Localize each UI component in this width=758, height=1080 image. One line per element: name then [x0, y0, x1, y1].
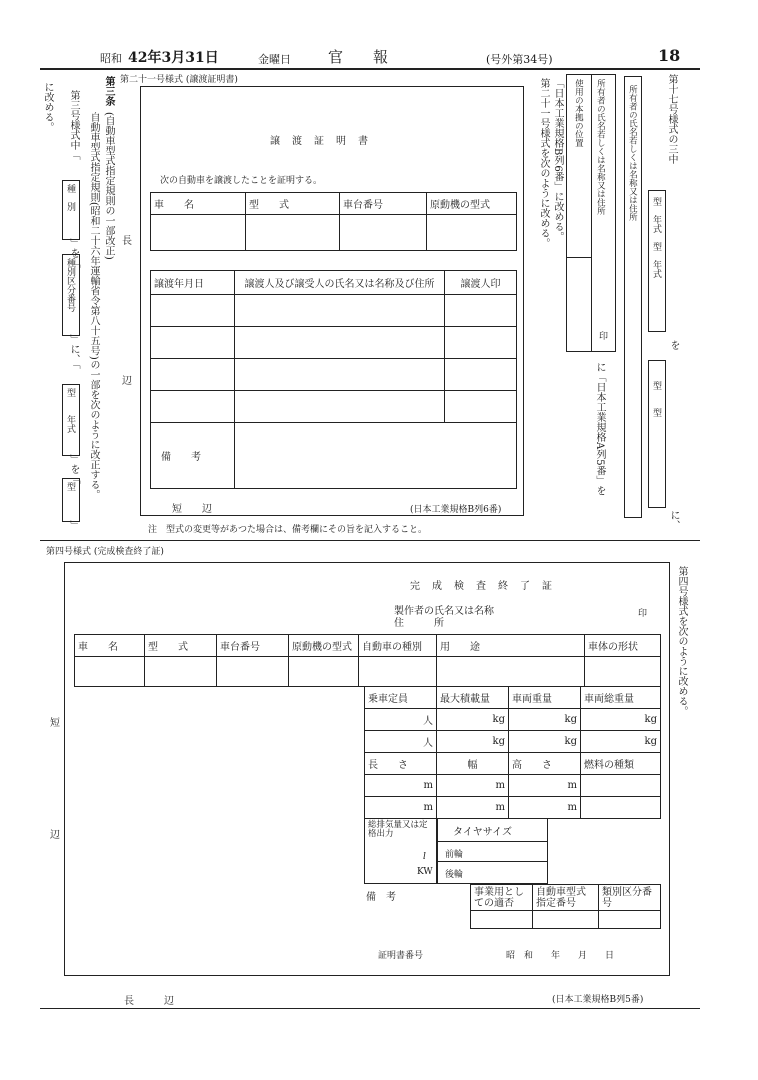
form4-purpose-label: 事業用としての適否 — [471, 885, 533, 911]
header-date: 42年3月31日 — [128, 50, 219, 66]
form4-title: 完 成 検 査 終 了 証 — [410, 581, 553, 592]
section-rule — [40, 540, 700, 541]
form4-type-no-label: 自動車型式指定番号 — [533, 885, 599, 911]
form21-transfer-cell — [151, 359, 235, 391]
form4-unit-kg: kg — [581, 731, 661, 753]
form4-heading: 第四号様式 (完成検査終了証) — [46, 547, 164, 557]
form4-row1-cell — [217, 657, 289, 687]
form4-address: 住 所 — [394, 618, 444, 629]
form21-long-side: 長 — [122, 236, 132, 247]
form4-tire-divider — [437, 861, 547, 862]
right-owner-box — [566, 74, 616, 352]
form21-title: 譲 渡 証 明 書 — [270, 136, 369, 147]
form4-row1-header: 自動車の種別 — [359, 635, 437, 657]
form4-spec-table — [364, 686, 661, 819]
form4-class-no-label: 類別区分番号 — [599, 885, 661, 911]
form21-transfer-cell — [445, 295, 517, 327]
form4-front-label: 前輪 — [445, 850, 464, 860]
form4-side-text: 第四号様式を次のように改める。 — [676, 566, 687, 716]
form4-type-no-cell — [533, 911, 599, 929]
form21-heading: 第二十一号様式 (譲渡証明書) — [120, 75, 238, 85]
form21-statement: 次の自動車を譲渡したことを証明する。 — [160, 176, 323, 186]
form4-fuel-cell — [581, 775, 661, 797]
form4-row1-cell — [145, 657, 217, 687]
right-seal: 印 — [599, 332, 609, 342]
form21-vehicle-header: 原動機の型式 — [427, 193, 517, 215]
form21-transfer-cell — [445, 327, 517, 359]
form4-capacity-header: 車両重量 — [509, 687, 581, 709]
right-owner-line-box — [624, 76, 642, 518]
form21-vehicle-cell — [427, 215, 517, 251]
left-box-1-label: 種 別 — [65, 184, 75, 211]
right-text-1b: 第二十一号様式を次のように改める。 — [538, 78, 549, 248]
form21-vehicle-cell — [340, 215, 427, 251]
header-era: 昭和 — [100, 52, 122, 65]
form21-long-side-2: 辺 — [122, 376, 132, 387]
left-text-2c: 」に、「 — [68, 334, 79, 369]
footer-rule — [40, 1008, 700, 1009]
form4-unit-m: m — [365, 775, 437, 797]
form21-transfer-cell — [151, 327, 235, 359]
left-text-2e: 」 — [68, 520, 79, 530]
form4-unit-person: 人 — [365, 731, 437, 753]
right-article17: 第十七号様式の三中 — [666, 74, 677, 164]
right-model-box-2 — [648, 360, 666, 508]
form4-unit-m: m — [509, 797, 581, 819]
form4-unit-kg: kg — [509, 709, 581, 731]
form4-unit-m: m — [365, 797, 437, 819]
left-text-2d: 」を「 — [68, 454, 79, 484]
form21-transfer-cell — [445, 359, 517, 391]
form4-rear-label: 後輪 — [445, 870, 464, 880]
right-owner-divider — [591, 75, 592, 351]
left-box-2-label: 種別区分番号 — [65, 258, 75, 312]
left-article: 第三条 — [103, 76, 114, 106]
form4-purpose-cell — [471, 911, 533, 929]
form4-capacity-header: 最大積載量 — [437, 687, 509, 709]
left-text-2a: 第三号様式中「 — [68, 90, 79, 160]
form4-row1-header: 原動機の型式 — [289, 635, 359, 657]
right-text-1a: 「日本工業規格B列6番」に改める。 — [552, 78, 563, 242]
form4-unit-kw: KW — [417, 867, 433, 877]
left-text-3: に改める。 — [42, 82, 53, 132]
form21-vehicle-table — [150, 192, 517, 251]
form4-dim-header: 長 さ — [365, 753, 437, 775]
left-law-title: (自動車型式指定規則の一部改正) — [103, 112, 114, 260]
form4-row1-cell — [359, 657, 437, 687]
form4-displacement-cell — [364, 818, 438, 884]
form21-transfer-header: 譲渡年月日 — [151, 271, 235, 295]
form4-unit-m: m — [437, 797, 509, 819]
form4-row1-header: 車 名 — [75, 635, 145, 657]
form21-note: 注 型式の変更等があつた場合は、備考欄にその旨を記入すること。 — [148, 525, 428, 535]
form21-vehicle-cell — [151, 215, 246, 251]
left-box-3-label: 型 年式 — [65, 388, 75, 433]
form4-row1-cell — [585, 657, 661, 687]
form21-transfer-cell — [235, 327, 445, 359]
form4-row1-cell — [289, 657, 359, 687]
form21-transfer-header: 譲渡人及び譲受人の氏名又は名称及び住所 — [235, 271, 445, 295]
form4-unit-kg: kg — [437, 709, 509, 731]
header-weekday: 金曜日 — [258, 53, 291, 66]
form21-transfer-cell — [445, 391, 517, 423]
form4-maker: 製作者の氏名又は名称 — [394, 606, 494, 617]
form4-row1-header: 型 式 — [145, 635, 217, 657]
form21-transfer-cell — [235, 359, 445, 391]
form4-tire-label: タイヤサイズ — [453, 827, 512, 838]
form21-transfer-cell — [235, 391, 445, 423]
form4-row1-header: 車台番号 — [217, 635, 289, 657]
form4-unit-m: m — [509, 775, 581, 797]
form4-seal: 印 — [638, 609, 648, 619]
form21-transfer-table — [150, 270, 517, 489]
form4-short-side: 短 — [50, 718, 60, 729]
form21-vehicle-header: 型 式 — [246, 193, 340, 215]
right-owner-sub-divider — [567, 257, 591, 258]
left-box-4-label: 型 — [65, 482, 75, 491]
form4-unit-person: 人 — [365, 709, 437, 731]
left-text-1: 自動車型式指定規則(昭和二十六年運輸省令第八十五号)の一部を次のように改正する。 — [88, 112, 99, 500]
form4-dim-header: 幅 — [437, 753, 509, 775]
form21-vehicle-header: 車 名 — [151, 193, 246, 215]
form4-unit-kg: kg — [509, 731, 581, 753]
form4-long-side: 長 辺 — [124, 996, 174, 1007]
form21-remarks-label: 備 考 — [151, 423, 235, 489]
form4-row1-header: 用 途 — [437, 635, 585, 657]
left-box-4 — [62, 478, 80, 522]
right-text-2: に「日本工業規格A列5番」を — [594, 362, 605, 496]
form21-transfer-cell — [235, 295, 445, 327]
form4-displacement-label: 総排気量又は定格出力 — [368, 820, 428, 840]
form4-capacity-header: 車両総重量 — [581, 687, 661, 709]
form21-transfer-header: 譲渡人印 — [445, 271, 517, 295]
header-rule — [40, 68, 700, 70]
form4-cert-no: 証明書番号 — [378, 951, 424, 961]
form4-tire-divider — [437, 841, 547, 842]
form21-vehicle-cell — [246, 215, 340, 251]
form21-standard: (日本工業規格B列6番) — [410, 505, 502, 515]
right-model-box — [648, 190, 666, 332]
form4-dim-header: 燃料の種類 — [581, 753, 661, 775]
right-use-label: 使用の本拠の位置 — [573, 79, 584, 147]
form4-class-no-cell — [599, 911, 661, 929]
form4-row1-cell — [437, 657, 585, 687]
right-owner-line: 所有者の氏名若しくは名称又は住所 — [627, 85, 638, 221]
form4-unit-l: l — [423, 852, 426, 862]
form4-row1-cell — [75, 657, 145, 687]
right-text-3: を — [668, 340, 679, 350]
form4-unit-kg: kg — [581, 709, 661, 731]
form4-fuel-cell — [581, 797, 661, 819]
form21-transfer-cell — [151, 295, 235, 327]
left-text-2b: 」を「 — [68, 238, 79, 268]
left-box-3 — [62, 384, 80, 456]
form4-remarks: 備 考 — [366, 892, 396, 903]
right-model-label-2: 型 型 — [651, 381, 661, 417]
form4-capacity-header: 乗車定員 — [365, 687, 437, 709]
left-box-1 — [62, 180, 80, 240]
form4-dim-header: 高 さ — [509, 753, 581, 775]
form4-standard: (日本工業規格B列5番) — [552, 995, 644, 1005]
form4-unit-kg: kg — [437, 731, 509, 753]
left-box-2 — [62, 254, 80, 336]
form4-row1-header: 車体の形状 — [585, 635, 661, 657]
form4-date: 昭 和 年 月 日 — [506, 951, 615, 961]
form21-short-side: 短 辺 — [172, 504, 212, 515]
form4-short-side-2: 辺 — [50, 830, 60, 841]
right-model-label: 型 年式 型 年式 — [651, 197, 661, 278]
header-publication: 官 報 — [328, 48, 389, 66]
form21-transfer-cell — [151, 391, 235, 423]
form4-row1-table — [74, 634, 661, 687]
form4-number-table — [470, 884, 661, 929]
header-issue: (号外第34号) — [486, 53, 553, 66]
header-page: 18 — [658, 46, 681, 65]
form4-unit-m: m — [437, 775, 509, 797]
form4-tire-cell — [436, 818, 548, 884]
form21-vehicle-header: 車台番号 — [340, 193, 427, 215]
right-text-4: に、 — [668, 510, 679, 530]
form21-remarks-cell — [235, 423, 517, 489]
right-owner-label: 所有者の氏名若しくは名称又は住所 — [595, 79, 606, 215]
